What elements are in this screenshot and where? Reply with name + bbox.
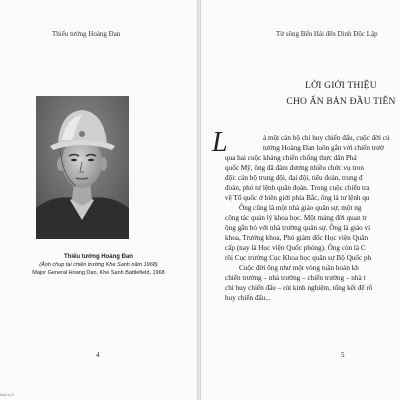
caption-title: Thiếu tướng Hoàng Đan bbox=[64, 254, 133, 260]
body-line: công tác quản lý khoa học. Một mảng đời quan tr bbox=[225, 214, 367, 222]
body-line: quốc Mỹ, ông đã đảm đương nhiều chức vụ tron bbox=[225, 164, 364, 172]
body-line: đội: cán bộ trung đội, đại đội, tiểu đoàn, trung đ bbox=[225, 174, 363, 182]
portrait-photo bbox=[36, 96, 129, 239]
body-line: tướng Hoàng Đan luôn gắn với chiến trườ bbox=[263, 144, 384, 152]
left-page bbox=[0, 0, 197, 400]
body-line: à một cán bộ chỉ huy chiến đấu, cuộc đời củ bbox=[263, 134, 390, 142]
right-page bbox=[201, 0, 400, 400]
caption-english: Major General Hoang Dan, Khe Sanh Battlefield, 1968 bbox=[32, 270, 165, 276]
file-footnote: ndd 4-5 bbox=[0, 392, 14, 397]
body-line: đoàn, phó tư lệnh quân đoàn. Trong cuộc chiến tra bbox=[225, 184, 370, 192]
body-text bbox=[225, 133, 400, 303]
right-page-number: 5 bbox=[341, 351, 345, 359]
body-line: rồi Cục trưởng Cục Khoa học quân sự Bộ Quốc ph bbox=[225, 254, 372, 262]
left-page-number: 4 bbox=[96, 351, 100, 359]
chapter-title-line-1: LỜI GIỚI THIỆU bbox=[305, 81, 377, 91]
left-running-header: Thiếu tướng Hoàng Đan bbox=[52, 30, 121, 38]
body-line: chiến trường – nhà trường – chiến trường – nhà t bbox=[225, 274, 366, 282]
right-running-header: Từ sông Bến Hải đến Dinh Độc Lập bbox=[276, 30, 378, 38]
drop-cap: L bbox=[212, 127, 228, 158]
body-line: chỉ huy chiến đấu – rút kinh nghiệm, tổng kết để rồ bbox=[225, 284, 373, 292]
chapter-title-line-2: CHO ẤN BẢN ĐẦU TIÊN bbox=[286, 97, 396, 107]
photo-caption bbox=[0, 253, 197, 277]
body-line: Cuộc đời ông như một vòng tuần hoàn kh bbox=[239, 264, 359, 272]
chapter-title bbox=[241, 78, 400, 110]
body-line: khoa, Trưởng khoa, Phó giám đốc Học viện Quân bbox=[225, 234, 369, 242]
body-line: cấp (nay là Học viện Quốc phòng). Ông còn là C bbox=[225, 244, 366, 252]
body-line: huy chiến đấu... bbox=[225, 294, 271, 302]
caption-note: (Ảnh chụp tại chiến trường Khe Sanh năm 1968) bbox=[39, 262, 158, 268]
body-line: Ông cũng là một nhà giáo quân sự, một ng bbox=[239, 204, 362, 212]
body-line: vệ Tổ quốc ở biên giới phía Bắc, ông là tư lệnh qu bbox=[225, 194, 370, 202]
body-line: ông gắn bó với nhà trường quân sự. Ông là giáo vi bbox=[225, 224, 371, 232]
body-line: qua hai cuộc kháng chiến chống thực dân Phá bbox=[225, 154, 357, 162]
